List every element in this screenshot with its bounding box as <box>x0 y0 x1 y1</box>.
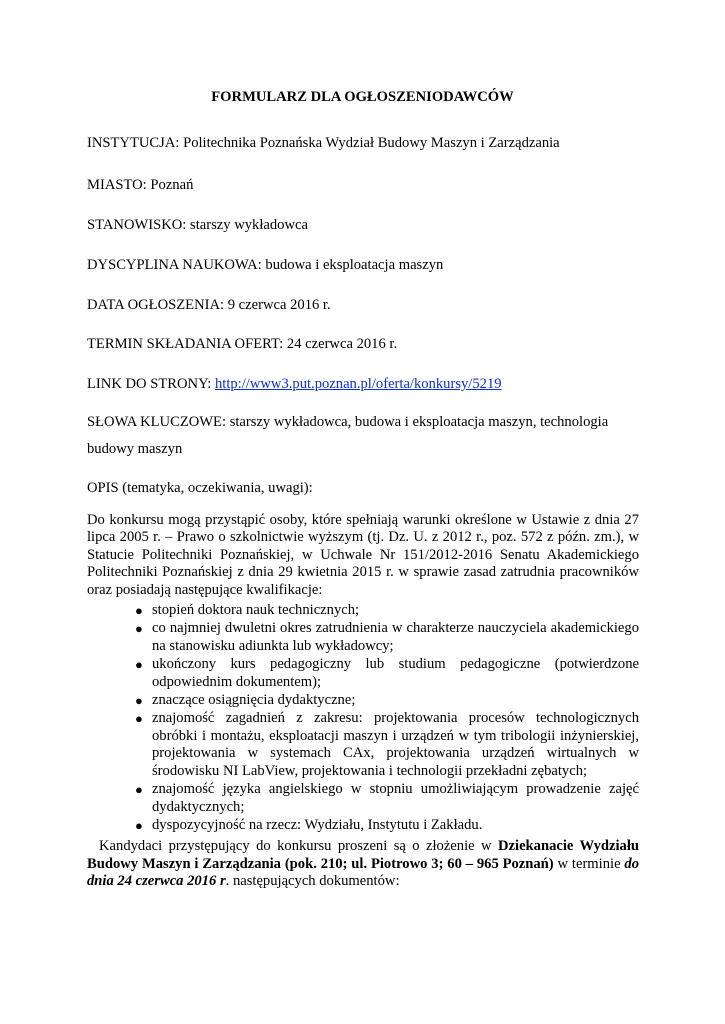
discipline-label: DYSCYPLINA NAUKOWA: <box>87 257 262 273</box>
link-label: LINK DO STRONY: <box>87 376 212 392</box>
list-item: ● ukończony kurs pedagogiczny lub studium pedagogiczne (potwierdzone odpowiednim dokumentem); <box>135 656 639 690</box>
list-item: ● znaczące osiągnięcia dydaktyczne; <box>135 692 356 709</box>
position-value: starszy wykładowca <box>190 217 308 233</box>
keywords-field <box>87 409 637 463</box>
position-label: STANOWISKO: <box>87 217 187 233</box>
closing-paragraph: Kandydaci przystępujący do konkursu proszeni są o złożenie w Dziekanacie Wydziału Budowy Maszyn i Zarządzania (pok. 210; ul. Piotrowo 3; 60 – 965 Poznań) w terminie do dnia 24 czerwca 2016 r. następujących dokumentów: <box>87 838 640 890</box>
city-value: Poznań <box>150 177 194 193</box>
bullet-icon: ● <box>135 603 143 619</box>
announcement-date-label: DATA OGŁOSZENIA: <box>87 297 225 313</box>
bullet-icon: ● <box>135 621 143 637</box>
form-title: FORMULARZ DLA OGŁOSZENIODAWCÓW <box>211 89 514 105</box>
discipline-value: budowa i eksploatacja maszyn <box>265 257 444 273</box>
position-field <box>87 216 647 234</box>
description-body <box>87 512 639 891</box>
list-item: ● znajomość języka angielskiego w stopniu umożliwiającym prowadzenie zajęć dydaktycznych; <box>135 781 639 815</box>
list-item: ● stopień doktora nauk technicznych; <box>135 602 360 619</box>
institution-value: Politechnika Poznańska Wydział Budowy Maszyn i Zarządzania <box>183 135 560 151</box>
intro-paragraph: Do konkursu mogą przystąpić osoby, które spełniają warunki określone w Ustawie z dnia 27 lipca 2005 r. – Prawo o szkolnictwie wyższym (tj. Dz. U. z 2012 r., poz. 572 z późn. zm.), w Statucie Politechniki Poznańskiej, w Uchwale Nr 151/2012-2016 Senatu Akademickiego Politechniki Poznańskiej z dnia 29 kwietnia 2015 r. w sprawie zasad zatrudnia pracowników oraz posiadają następujące kwalifikacje: <box>87 512 639 598</box>
office-address: Dziekanacie Wydziału Budowy Maszyn i Zarządzania (pok. 210; ul. Piotrowo 3; 60 – 965 Poznań) <box>87 838 640 872</box>
deadline-emphasis: do dnia 24 czerwca 2016 r <box>87 855 639 890</box>
institution-field <box>87 134 647 152</box>
deadline-value: 24 czerwca 2016 r. <box>286 336 398 352</box>
list-item: ● dyspozycyjność na rzecz: Wydziału, Instytutu i Zakładu. <box>135 816 483 833</box>
discipline-field <box>87 256 647 274</box>
city-label: MIASTO: <box>87 177 147 193</box>
announcement-date-field <box>87 296 647 314</box>
bullet-icon: ● <box>135 657 143 673</box>
qualifications-list <box>87 602 639 834</box>
city-field <box>87 176 647 194</box>
bullet-icon: ● <box>135 711 143 727</box>
offer-link[interactable]: http://www3.put.poznan.pl/oferta/konkursy/5219 <box>214 376 502 392</box>
description-field <box>87 479 647 497</box>
institution-label: INSTYTUCJA: <box>87 135 180 151</box>
list-item: ● co najmniej dwuletni okres zatrudnienia w charakterze nauczyciela akademickiego na stanowisku adiunkta lub wykładowcy; <box>135 620 639 654</box>
keywords-label: SŁOWA KLUCZOWE: <box>87 414 227 430</box>
bullet-icon: ● <box>135 693 143 709</box>
deadline-label: TERMIN SKŁADANIA OFERT: <box>87 336 284 352</box>
keywords-value: starszy wykładowca, budowa i eksploatacja maszyn, technologia budowy maszyn <box>87 414 609 457</box>
announcement-date-value: 9 czerwca 2016 r. <box>227 297 331 313</box>
deadline-field <box>87 335 647 353</box>
bullet-icon: ● <box>135 782 143 798</box>
bullet-icon: ● <box>135 817 143 833</box>
description-label: OPIS (tematyka, oczekiwania, uwagi): <box>87 480 313 496</box>
list-item: ● znajomość zagadnień z zakresu: projektowania procesów technologicznych obróbki i montażu, eksploatacji maszyn i urządzeń w tym tribologii inżynierskiej, projektowania w systemach CAx, projektowania urządzeń wirtualnych w środowisku NI LabView, projektowania i technologii przekładni zębatych; <box>135 710 639 779</box>
link-field <box>87 375 647 393</box>
